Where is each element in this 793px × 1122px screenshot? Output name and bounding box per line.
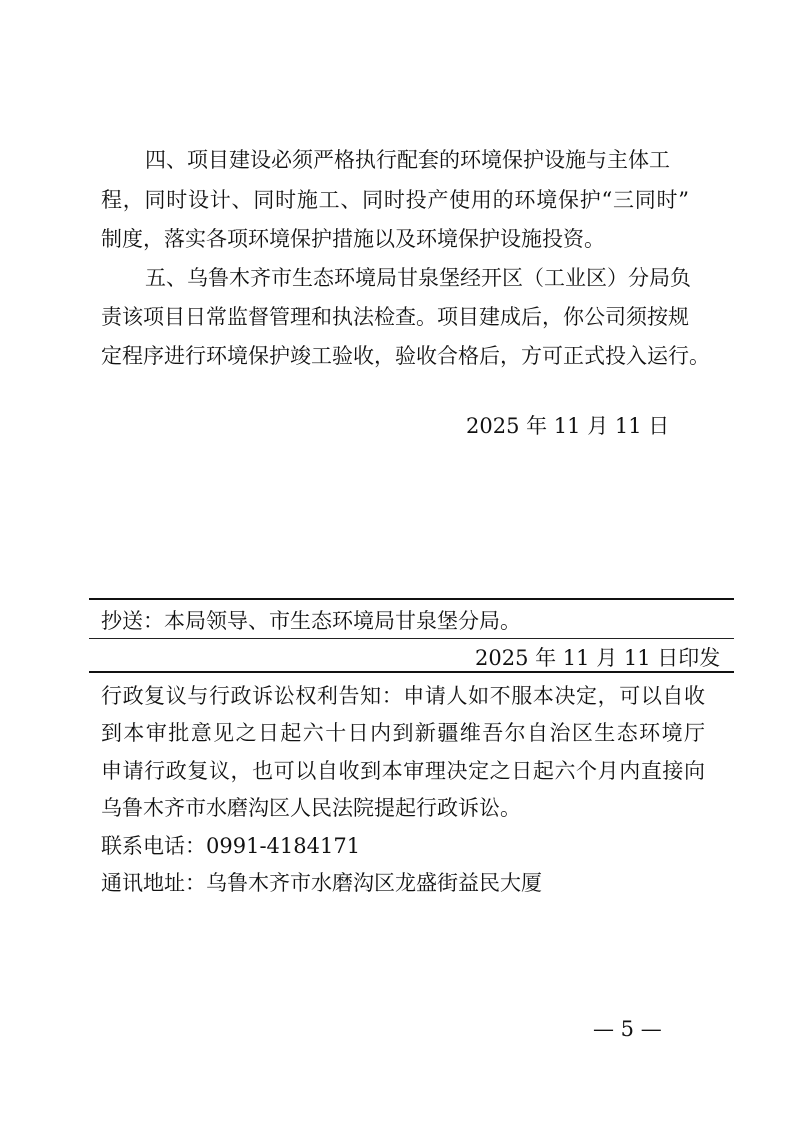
notice-line-3: 申请行政复议，也可以自收到本审理决定之日起六个月内直接向: [101, 759, 705, 783]
sign-date: 2025 年 11 月 11 日: [466, 414, 670, 438]
notice-line-1: 行政复议与行政诉讼权利告知：申请人如不服本决定，可以自收: [101, 684, 705, 708]
para4-line-1: 四、项目建设必须严格执行配套的环境保护设施与主体工: [145, 148, 670, 172]
notice-line-4: 乌鲁木齐市水磨沟区人民法院提起行政诉讼。: [101, 796, 521, 820]
print-date: 2025 年 11 月 11 日印发: [475, 646, 721, 670]
contact-phone: 联系电话：0991-4184171: [101, 834, 361, 858]
footer-rule-top: [89, 598, 734, 600]
para5-line-2: 责该项目日常监督管理和执法检查。项目建成后，你公司须按规: [101, 305, 689, 329]
para5-line-1: 五、乌鲁木齐市生态环境局甘泉堡经开区（工业区）分局负: [145, 266, 691, 290]
para4-line-3: 制度，落实各项环境保护措施以及环境保护设施投资。: [101, 227, 605, 251]
contact-address: 通讯地址：乌鲁木齐市水磨沟区龙盛街益民大厦: [101, 871, 542, 895]
notice-line-2: 到本审批意见之日起六十日内到新疆维吾尔自治区生态环境厅: [101, 721, 705, 745]
para5-line-3: 定程序进行环境保护竣工验收，验收合格后，方可正式投入运行。: [101, 344, 710, 368]
para4-line-2: 程，同时设计、同时施工、同时投产使用的环境保护“三同时”: [101, 188, 689, 212]
footer-rule-bottom: [89, 671, 734, 673]
page-number: — 5 —: [593, 1017, 662, 1041]
cc-line: 抄送：本局领导、市生态环境局甘泉堡分局。: [101, 609, 521, 633]
footer-rule-middle: [89, 638, 734, 639]
